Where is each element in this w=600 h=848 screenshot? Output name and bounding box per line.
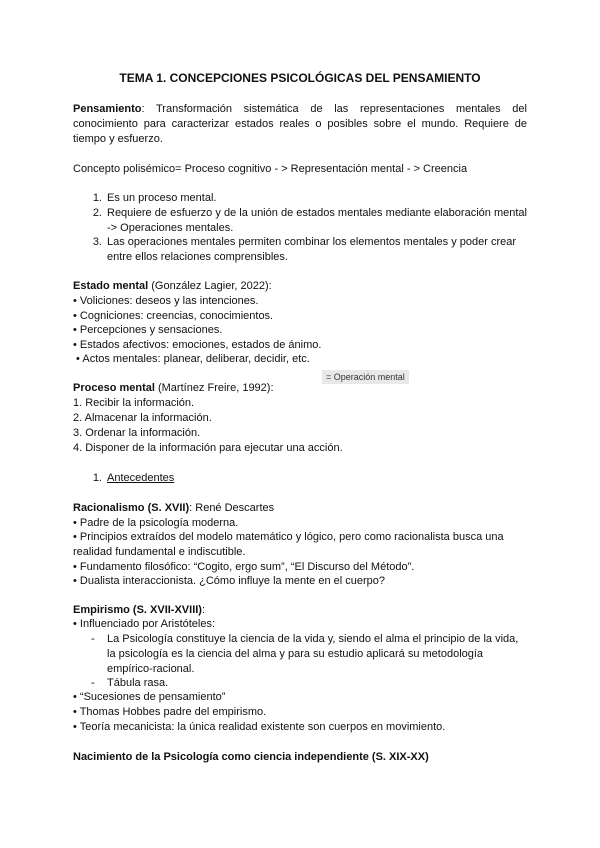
proceso-mental-cite: (Martínez Freire, 1992): [154,382,274,394]
estado-mental-cite: (González Lagier, 2022): [148,280,272,292]
page-title: TEMA 1. CONCEPCIONES PSICOLÓGICAS DEL PENSAMIENTO [119,71,481,85]
list-number: 1. [92,192,102,204]
list-item: • Principios extraídos del modelo matemático y lógico, pero como racionalista busca una realidad fundamental e indiscutible. [73,531,504,558]
list-number: 3. [92,236,102,248]
racionalismo-after: : René Descartes [189,502,275,514]
empirismo-term: Empirismo (S. XVII-XVIII) [73,604,202,616]
pensamiento-definition [73,102,527,147]
list-item: • “Sucesiones de pensamiento” [73,691,226,703]
pensamiento-term: Pensamiento [73,103,142,115]
list-item: • Fundamento filosófico: “Cogito, ergo sum”, “El Discurso del Método”. [73,561,415,573]
list-item: Las operaciones mentales permiten combinar los elementos mentales y poder crear entre ellos relaciones comprensibles. [107,236,517,263]
proceso-mental-heading [73,381,274,396]
list-item: 3. Ordenar la información. [73,427,201,439]
empirismo-after: : [201,604,206,616]
antecedentes-label: Antecedentes [107,472,175,484]
empirismo-heading [73,603,205,618]
list-item: Es un proceso mental. [107,192,217,204]
racionalismo-heading [73,501,274,516]
estado-mental-heading [73,279,272,294]
estado-mental-term: Estado mental [73,280,149,292]
racionalismo-term: Racionalismo (S. XVII) [73,502,190,514]
list-item: • Influenciado por Aristóteles: [73,618,216,630]
dash-bullet: - [91,633,95,645]
pensamiento-text: : Transformación sistemática de las representaciones mentales del conocimiento para caracterizar estados reales o posibles sobre el mundo. Requiere de tiempo y esfuerzo. [73,103,527,145]
list-item: 1. Recibir la información. [73,397,195,409]
section-number: 1. [92,472,102,484]
operacion-mental-annotation: = Operación mental [322,370,409,384]
sub-list-item: Tábula rasa. [107,677,169,689]
list-item: • Estados afectivos: emociones, estados de ánimo. [73,339,322,351]
list-item: • Padre de la psicología moderna. [73,517,239,529]
list-item: • Thomas Hobbes padre del empirismo. [73,706,267,718]
list-item: • Voliciones: deseos y las intenciones. [73,295,259,307]
list-item: • Cogniciones: creencias, conocimientos. [73,310,274,322]
list-item: • Dualista interaccionista. ¿Cómo influye la mente en el cuerpo? [73,575,386,587]
list-item: 4. Disponer de la información para ejecutar una acción. [73,442,343,454]
dash-bullet: - [91,677,95,689]
antecedentes-heading [107,471,174,486]
concepto-polisemico: Concepto polisémico= Proceso cognitivo - > Representación mental - > Creencia [73,163,468,175]
list-item: • Percepciones y sensaciones. [73,324,223,336]
list-number: 2. [92,207,102,219]
sub-list-item: La Psicología constituye la ciencia de la vida y, siendo el alma el principio de la vida, la psicología es la ciencia del alma y para su estudio aplicará su metodología empírico-racional. [107,633,519,675]
list-item: • Teoría mecanicista: la única realidad existente son cuerpos en movimiento. [73,721,446,733]
list-item: • Actos mentales: planear, deliberar, decidir, etc. [73,353,310,365]
list-item: 2. Almacenar la información. [73,412,212,424]
proceso-mental-term: Proceso mental [73,382,155,394]
list-item: Requiere de esfuerzo y de la unión de estados mentales mediante elaboración mental -> Operaciones mentales. [107,207,527,234]
nacimiento-heading: Nacimiento de la Psicología como ciencia independiente (S. XIX-XX) [73,751,429,763]
